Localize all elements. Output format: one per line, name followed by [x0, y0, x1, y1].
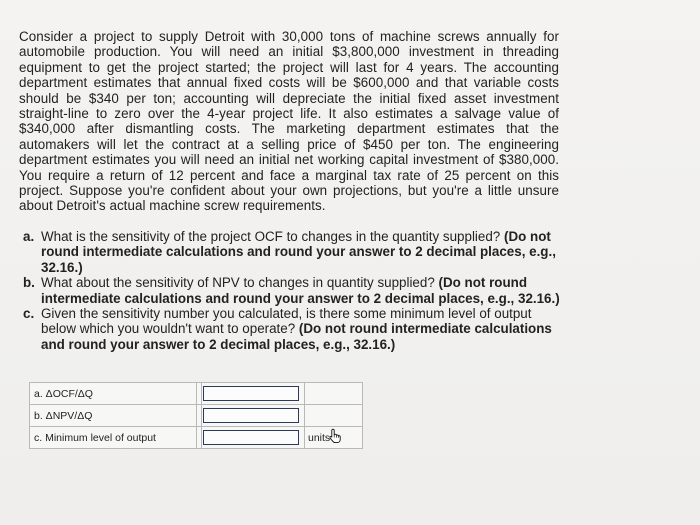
question-instruction: (Do not round intermediate calculations and round your answer to 2 decimal places, e.g., 32.16.) [41, 229, 556, 275]
unit-cell [305, 383, 363, 405]
question-letter: b. [23, 275, 35, 291]
answer-label: c. Minimum level of output [30, 427, 197, 449]
answer-input-min-output[interactable] [203, 430, 299, 445]
answer-label: b. ΔNPV/ΔQ [30, 405, 197, 427]
answer-input-cell [202, 383, 305, 405]
answer-input-ocf[interactable] [203, 386, 299, 401]
problem-intro: Consider a project to supply Detroit with 30,000 tons of machine screws annually for automobile production. You will need an initial $3,800,000 investment in threading equipment to get the project started; the project will last for 4 years. The accounting department estimates that annual fixed costs will be $600,000 and that variable costs should be $340 per ton; accounting will depreciate the initial fixed asset investment straight-line to zero over the 4-year project life. It also estimates a salvage value of $340,000 after dismantling costs. The marketing department estimates that the automakers will let the contract at a selling price of $450 per ton. The engineering department estimates you will need an initial net working capital investment of $380,000. You require a return of 12 percent and face a marginal tax rate of 25 percent on this project. Suppose you're confident about your own projections, but you're a little unsure about Detroit's actual machine screw requirements. [19, 29, 559, 214]
question-list [23, 229, 563, 352]
answer-row-ocf [30, 383, 363, 405]
answer-input-npv[interactable] [203, 408, 299, 423]
question-text: What is the sensitivity of the project OCF to changes in the quantity supplied? [41, 229, 501, 244]
answer-table [29, 382, 363, 449]
hand-pointer-icon [327, 428, 343, 444]
answer-row-min-output [30, 427, 363, 449]
question-instruction: (Do not round intermediate calculations and round your answer to 2 decimal places, e.g., 32.16.) [41, 321, 552, 352]
question-text: What about the sensitivity of NPV to changes in quantity supplied? [41, 275, 435, 291]
answer-input-cell [202, 427, 305, 449]
unit-label: units [308, 431, 331, 444]
question-b [23, 275, 563, 306]
question-instruction: (Do not round intermediate calculations and round your answer to 2 decimal places, e.g., 32.16.) [41, 275, 560, 306]
answer-row-npv [30, 405, 363, 427]
answer-label: a. ΔOCF/ΔQ [30, 383, 197, 405]
question-c [23, 306, 563, 352]
unit-cell [305, 405, 363, 427]
question-a [23, 229, 563, 275]
answer-input-cell [202, 405, 305, 427]
unit-cell [305, 427, 363, 449]
question-text: Given the sensitivity number you calculated, is there some minimum level of output below which you wouldn't want to operate? [41, 306, 532, 337]
question-letter: c. [23, 306, 35, 322]
question-letter: a. [23, 229, 35, 244]
